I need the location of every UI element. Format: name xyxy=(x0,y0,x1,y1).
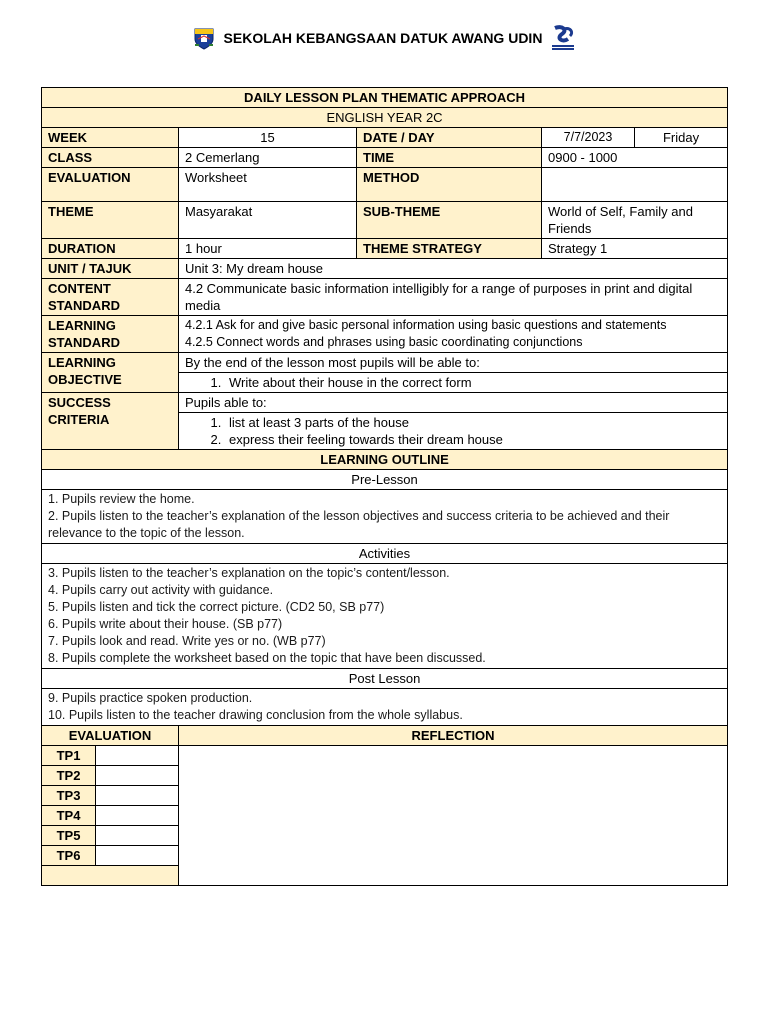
pre-lesson-row xyxy=(42,490,728,544)
tp-value[interactable] xyxy=(96,786,179,806)
tp-value[interactable] xyxy=(96,746,179,766)
evaluation-value: Worksheet xyxy=(179,168,357,202)
subtitle-row xyxy=(42,108,728,128)
outline-title-row xyxy=(42,450,728,470)
content-label-line-2: STANDARD xyxy=(48,298,120,313)
day-value: Friday xyxy=(635,128,728,148)
plan-title: DAILY LESSON PLAN THEMATIC APPROACH xyxy=(42,88,728,108)
objective-ol xyxy=(185,374,721,391)
content-standard-label xyxy=(42,279,179,316)
pre-lesson-title: Pre-Lesson xyxy=(42,470,728,490)
learning-standard-item: 4.2.1 Ask for and give basic personal information using basic questions and statements xyxy=(185,318,667,332)
strategy-label: THEME STRATEGY xyxy=(357,239,542,259)
success-item: 1. list at least 3 parts of the house xyxy=(225,414,721,431)
success-row-1 xyxy=(42,393,728,413)
activities-row xyxy=(42,564,728,669)
activities-title: Activities xyxy=(42,544,728,564)
objective-label-line-2: OBJECTIVE xyxy=(48,372,122,387)
post-lesson-title: Post Lesson xyxy=(42,669,728,689)
week-row xyxy=(42,128,728,148)
class-value: 2 Cemerlang xyxy=(179,148,357,168)
method-label: METHOD xyxy=(357,168,542,202)
date-value: 7/7/2023 xyxy=(542,128,635,148)
learning-outline-title: LEARNING OUTLINE xyxy=(42,450,728,470)
success-intro: Pupils able to: xyxy=(179,393,728,413)
objective-intro: By the end of the lesson most pupils will be able to: xyxy=(179,353,728,373)
activities-steps xyxy=(42,564,728,669)
outline-step: 10. Pupils listen to the teacher drawing conclusion from the whole syllabus. xyxy=(48,708,463,722)
objective-item: 1. Write about their house in the correct form xyxy=(225,374,721,391)
success-list xyxy=(179,413,728,450)
learning-standard-value xyxy=(179,316,728,353)
pre-lesson-steps xyxy=(42,490,728,544)
outline-step: 9. Pupils practice spoken production. xyxy=(48,691,253,705)
ministry-logo-icon xyxy=(550,24,576,52)
tp-value[interactable] xyxy=(96,826,179,846)
tp-label: TP4 xyxy=(42,806,96,826)
method-value xyxy=(542,168,728,202)
strategy-value: Strategy 1 xyxy=(542,239,728,259)
objective-label-line-1: LEARNING xyxy=(48,355,116,370)
outline-step: 1. Pupils review the home. xyxy=(48,492,195,506)
success-ol xyxy=(185,414,721,448)
post-lesson-steps xyxy=(42,689,728,726)
time-label: TIME xyxy=(357,148,542,168)
tp-label: TP1 xyxy=(42,746,96,766)
week-value: 15 xyxy=(179,128,357,148)
learning-standard-row xyxy=(42,316,728,353)
evaluation-method-row xyxy=(42,168,728,202)
post-lesson-row xyxy=(42,689,728,726)
plan-subtitle: ENGLISH YEAR 2C xyxy=(42,108,728,128)
tp-label: TP6 xyxy=(42,846,96,866)
activities-title-row xyxy=(42,544,728,564)
success-label-line-2: CRITERIA xyxy=(48,412,110,427)
learning-std-label-line-2: STANDARD xyxy=(48,335,120,350)
outline-step: 6. Pupils write about their house. (SB p77) xyxy=(48,617,283,631)
tp-label: TP3 xyxy=(42,786,96,806)
theme-value: Masyarakat xyxy=(179,202,357,239)
outline-step: 7. Pupils look and read. Write yes or no. (WB p77) xyxy=(48,634,326,648)
school-crest-icon xyxy=(192,26,216,50)
duration-value: 1 hour xyxy=(179,239,357,259)
content-standard-value: 4.2 Communicate basic information intelligibly for a range of purposes in print and digital media xyxy=(179,279,728,316)
tp-value[interactable] xyxy=(96,806,179,826)
unit-row xyxy=(42,259,728,279)
date-label: DATE / DAY xyxy=(357,128,542,148)
outline-step: 4. Pupils carry out activity with guidance. xyxy=(48,583,274,597)
duration-row xyxy=(42,239,728,259)
class-label: CLASS xyxy=(42,148,179,168)
subtheme-value: World of Self, Family and Friends xyxy=(542,202,728,239)
success-label-line-1: SUCCESS xyxy=(48,395,111,410)
tp-footer-cell xyxy=(42,866,179,886)
outline-step: 5. Pupils listen and tick the correct picture. (CD2 50, SB p77) xyxy=(48,600,385,614)
theme-row xyxy=(42,202,728,239)
tp-value[interactable] xyxy=(96,766,179,786)
objective-row-1 xyxy=(42,353,728,373)
reflection-title: REFLECTION xyxy=(179,726,728,746)
tp-value[interactable] xyxy=(96,846,179,866)
content-standard-row xyxy=(42,279,728,316)
outline-step: 2. Pupils listen to the teacher’s explanation of the lesson objectives and success criteria to be achieved and their relevance to the topic of the lesson. xyxy=(48,509,670,540)
reflection-box[interactable] xyxy=(179,746,728,886)
post-lesson-title-row xyxy=(42,669,728,689)
class-row xyxy=(42,148,728,168)
evaluation-title: EVALUATION xyxy=(42,726,179,746)
learning-standard-item: 4.2.5 Connect words and phrases using basic coordinating conjunctions xyxy=(185,335,583,349)
content-label-line-1: CONTENT xyxy=(48,281,111,296)
success-item: 2. express their feeling towards their dream house xyxy=(225,431,721,448)
outline-step: 8. Pupils complete the worksheet based on the topic that have been discussed. xyxy=(48,651,486,665)
outline-step: 3. Pupils listen to the teacher’s explanation on the topic’s content/lesson. xyxy=(48,566,450,580)
learning-objective-label xyxy=(42,353,179,393)
success-criteria-label xyxy=(42,393,179,450)
lesson-plan-table xyxy=(41,87,728,886)
time-value: 0900 - 1000 xyxy=(542,148,728,168)
title-row xyxy=(42,88,728,108)
theme-label: THEME xyxy=(42,202,179,239)
evaluation-label: EVALUATION xyxy=(42,168,179,202)
learning-standard-label xyxy=(42,316,179,353)
tp-label: TP5 xyxy=(42,826,96,846)
duration-label: DURATION xyxy=(42,239,179,259)
tp-label: TP2 xyxy=(42,766,96,786)
pre-lesson-title-row xyxy=(42,470,728,490)
tp-row xyxy=(42,746,728,766)
week-label: WEEK xyxy=(42,128,179,148)
page-header xyxy=(0,24,768,52)
unit-label: UNIT / TAJUK xyxy=(42,259,179,279)
learning-std-label-line-1: LEARNING xyxy=(48,318,116,333)
school-name: SEKOLAH KEBANGSAAN DATUK AWANG UDIN xyxy=(223,30,543,46)
unit-value: Unit 3: My dream house xyxy=(179,259,728,279)
evaluation-header-row xyxy=(42,726,728,746)
objective-list xyxy=(179,373,728,393)
subtheme-label: SUB-THEME xyxy=(357,202,542,239)
